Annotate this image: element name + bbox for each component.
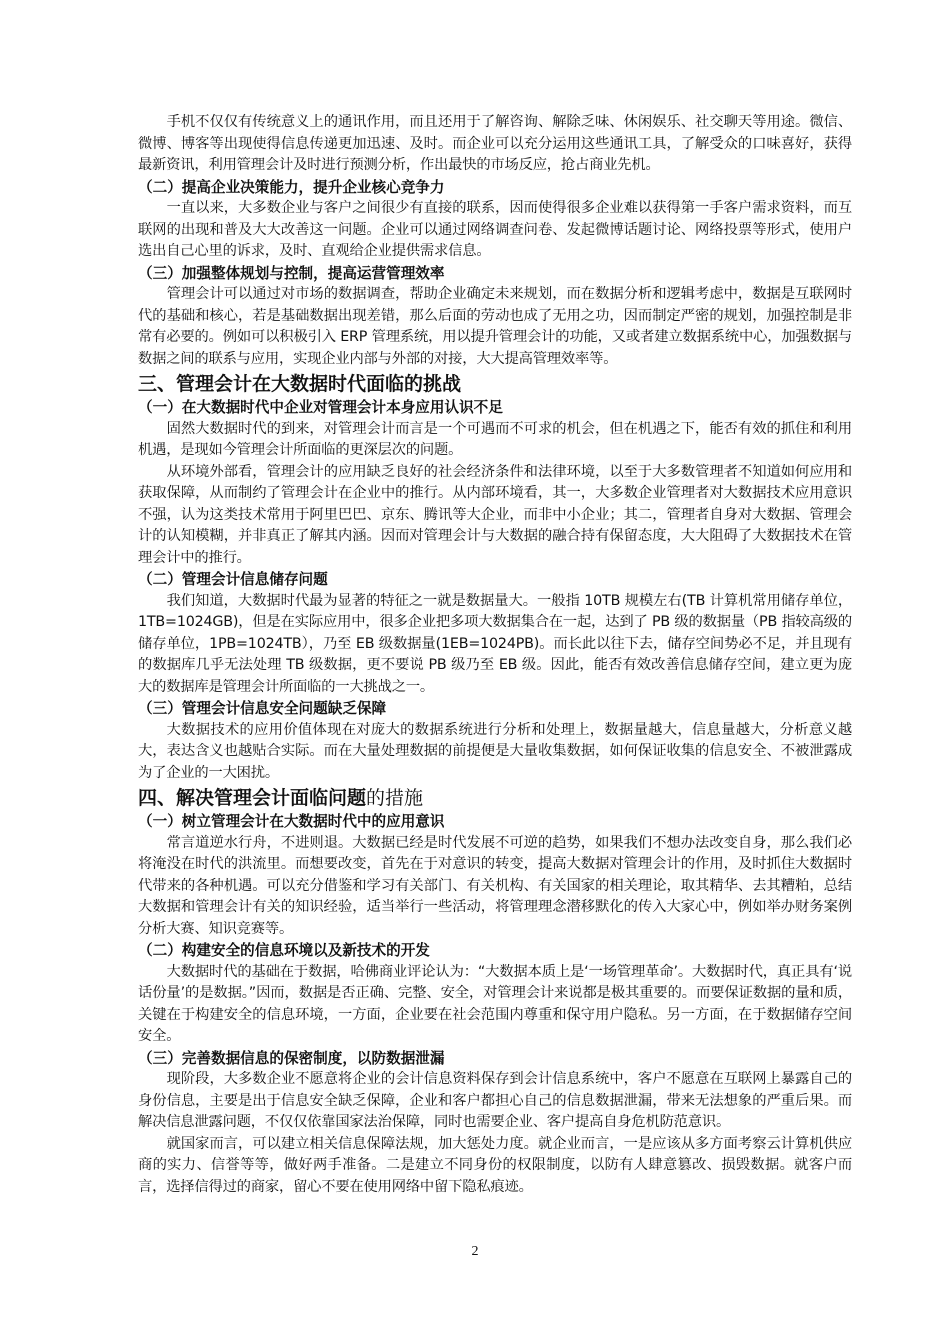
paragraph-awareness: 常言道逆水行舟，不进则退。大数据已经是时代发展不可逆的趋势，如果我们不想办法改变自身，那么我们必将淹没在时代的洪流里。而想要改变，首先在于对意识的转变，提高大数据对管理会计的作用，及时抓住大数据时代带来的各种机遇。可以充分借鉴和学习有关部门、有关机构、有关国家的相关理论，取其精华、去其糟粕，总结大数据和管理会计有关的知识经验，适当举行一些活动，将管理理念潜移默化的传入大家心中，例如举办财务案例分析大赛、知识竞赛等。 xyxy=(138,834,852,937)
paragraph-environment: 从环境外部看，管理会计的应用缺乏良好的社会经济条件和法律环境，以至于大多数管理者不知道如何应用和获取保障，从而制约了管理会计在企业中的推行。从内部环境看，其一，大多数企业管理者对大数据技术应用意识不强，认为这类技术常用于阿里巴巴、京东、腾讯等大企业，而非中小企业；其二，管理者自身对大数据、管理会计的认知模糊，并非真正了解其内涵。因而对管理会计与大数据的融合持有保留态度，大大阻碍了大数据技术在管理会计中的推行。 xyxy=(138,463,852,566)
heading-section-3: 三、管理会计在大数据时代面临的挑战 xyxy=(138,373,462,395)
paragraph-planning: 管理会计可以通过对市场的数据调查，帮助企业确定未来规划，而在数据分析和逻辑考虑中，数据是互联网时代的基础和核心，若是基础数据出现差错，那么后面的劳动也成了无用之功，因而制定严密的规划，加强控制是非常有必要的。例如可以积极引入 ERP 管理系统，用以提升管理会计的功能，又或者建立数据系统中心，加强数据与数据之间的联系与应用，实现企业内部与外部的对接，大大提高管理效率等。 xyxy=(138,286,852,367)
paragraph-opportunity: 固然大数据时代的到来，对管理会计而言是一个可遇而不可求的机会，但在机遇之下，能否有效的抓住和利用机遇，是现如今管理会计所面临的更深层次的问题。 xyxy=(138,420,852,458)
heading-2-2: （二）提高企业决策能力，提升企业核心竞争力 xyxy=(138,178,445,196)
paragraph-environment-build: 大数据时代的基础在于数据，哈佛商业评论认为：“大数据本质上是‘一场管理革命’。大数据时代，真正具有‘说话份量’的是数据。”因而，数据是否正确、完整、安全，对管理会计来说都是极其重要的。而要保证数据的量和质，关键在于构建安全的信息环境，一方面，企业要在社会范围内尊重和保守用户隐私。另一方面，在于数据储存空间安全。 xyxy=(138,963,852,1044)
paragraph-customer-contact: 一直以来，大多数企业与客户之间很少有直接的联系，因而使得很多企业难以获得第一手客户需求资料，而互联网的出现和普及大大改善这一问题。企业可以通过网络调查问卷、发起微博话题讨论、网络投票等形式，使用户选出自己心里的诉求，及时、直观给企业提供需求信息。 xyxy=(138,200,852,259)
paragraph-privacy: 现阶段，大多数企业不愿意将企业的会计信息资料保存到会计信息系统中，客户不愿意在互联网上暴露自己的身份信息，主要是出于信息安全缺乏保障，企业和客户都担心自己的信息数据泄漏，带来无法想象的严重后果。而解决信息泄露问题，不仅仅依靠国家法治保障，同时也需要企业、客户提高自身危机防范意识。 xyxy=(138,1071,852,1130)
heading-section-4-main: 四、解决管理会计面临问题 xyxy=(138,787,367,809)
paragraph-phone-functions: 手机不仅仅有传统意义上的通讯作用，而且还用于了解咨询、解除乏味、休闲娱乐、社交聊天等用途。微信、微博、博客等出现使得信息传递更加迅速、及时。而企业可以充分运用这些通讯工具，了解受众的口味喜好，获得最新资讯，利用管理会计及时进行预测分析，作出最快的市场反应，抢占商业先机。 xyxy=(138,114,852,173)
paragraph-security: 大数据技术的应用价值体现在对庞大的数据系统进行分析和处理上，数据量越大，信息量越大，分析意义越大，表达含义也越贴合实际。而在大量处理数据的前提便是大量收集数据，如何保证收集的信息安全、不被泄露成为了企业的一大困扰。 xyxy=(138,721,852,781)
heading-3-2: （二）管理会计信息储存问题 xyxy=(138,571,328,588)
paragraph-measures: 就国家而言，可以建立相关信息保障法规，加大惩处力度。就企业而言，一是应该从多方面考察云计算机供应商的实力、信誉等等，做好两手准备。二是建立不同身份的权限制度，以防有人肆意篡改、损毁数据。就客户而言，选择信得过的商家，留心不要在使用网络中留下隐私痕迹。 xyxy=(138,1135,852,1195)
heading-3-1: （一）在大数据时代中企业对管理会计本身应用认识不足 xyxy=(138,399,503,416)
heading-4-2: （二）构建安全的信息环境以及新技术的开发 xyxy=(138,942,430,959)
heading-3-3: （三）管理会计信息安全问题缺乏保障 xyxy=(138,700,387,717)
heading-section-4 xyxy=(138,785,852,811)
page-number: 2 xyxy=(471,1244,479,1259)
heading-2-3: （三）加强整体规划与控制，提高运营管理效率 xyxy=(138,264,445,282)
heading-4-1: （一）树立管理会计在大数据时代中的应用意识 xyxy=(138,813,445,830)
document-body xyxy=(138,112,852,1198)
heading-4-3: （三）完善数据信息的保密制度，以防数据泄漏 xyxy=(138,1049,445,1067)
heading-section-4-suffix: 的措施 xyxy=(366,787,424,809)
paragraph-storage: 我们知道，大数据时代最为显著的特征之一就是数据量大。一般指 10TB 规模左右(TB 计算机常用储存单位，1TB=1024GB)，但是在实际应用中，很多企业把多项大数据集合在一起，达到了 PB 级的数据量（PB 指较高级的储存单位，1PB=1024TB），乃至 EB 级数据量(1EB=1024PB)。而长此以往下去，储存空间势必不足，并且现有的数据库几乎无法处理 TB 级数据，更不要说 PB 级乃至 EB 级。因此，能否有效改善信息储存空间，建立更为庞大的数据库是管理会计所面临的一大挑战之一。 xyxy=(138,592,852,695)
